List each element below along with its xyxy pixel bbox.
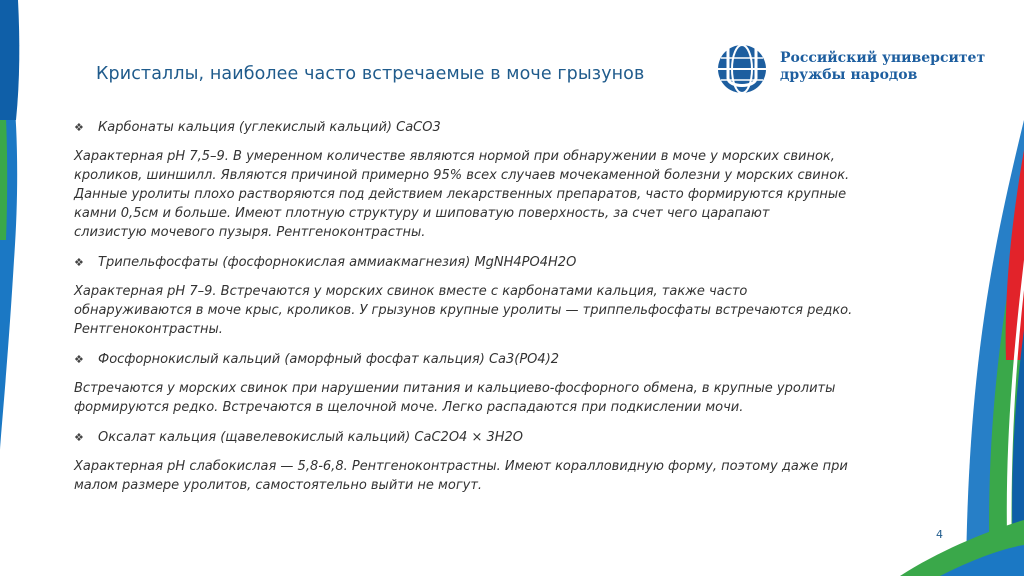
globe-icon <box>718 45 766 93</box>
diamond-bullet-icon: ❖ <box>74 256 84 269</box>
left-ribbon-blue-dark <box>0 0 19 120</box>
paragraph-line: слизистую мочевого пузыря. Рентгеноконтрастны. <box>74 225 426 240</box>
section-heading <box>74 253 924 272</box>
section-paragraph <box>74 282 924 339</box>
university-name-line2: дружбы народов <box>780 67 918 83</box>
section-heading-text: Карбонаты кальция (углекислый кальций) CaCO3 <box>98 120 441 135</box>
university-name-line1: Российский университет <box>780 50 986 66</box>
slide-content <box>74 118 924 506</box>
section-paragraph <box>74 379 924 417</box>
section-paragraph <box>74 147 924 242</box>
paragraph-line: Встречаются у морских свинок при нарушении питания и кальциево-фосфорного обмена, в крупные уролиты <box>74 381 836 396</box>
section-heading <box>74 428 924 447</box>
diamond-bullet-icon: ❖ <box>74 431 84 444</box>
paragraph-line: обнаруживаются в моче крыс, кроликов. У грызунов крупные уролиты — триппельфосфаты встречаются редко. <box>74 303 853 318</box>
section-heading-text: Фосфорнокислый кальций (аморфный фосфат кальция) Ca3(PO4)2 <box>98 352 560 367</box>
diamond-bullet-icon: ❖ <box>74 353 84 366</box>
paragraph-line: Характерная pH слабокислая — 5,8-6,8. Рентгеноконтрастны. Имеют коралловидную форму, поэтому даже при <box>74 459 848 474</box>
paragraph-line: Характерная pH 7–9. Встречаются у морских свинок вместе с карбонатами кальция, также часто <box>74 284 748 299</box>
paragraph-line: малом размере уролитов, самостоятельно выйти не могут. <box>74 478 483 493</box>
paragraph-line: формируются редко. Встречаются в щелочной моче. Легко распадаются при подкислении мочи. <box>74 400 744 415</box>
diamond-bullet-icon: ❖ <box>74 121 84 134</box>
university-name <box>780 50 985 84</box>
slide-title: Кристаллы, наиболее часто встречаемые в моче грызунов <box>96 64 645 84</box>
section-heading-text: Трипельфосфаты (фосфорнокислая аммиакмагнезия) MgNH4PO4H2O <box>98 255 577 270</box>
section-paragraph <box>74 457 924 495</box>
section-heading <box>74 118 924 137</box>
section-heading <box>74 350 924 369</box>
paragraph-line: Рентгеноконтрастны. <box>74 322 223 337</box>
section-heading-text: Оксалат кальция (щавелевокислый кальций) CaC2O4 × 3H2O <box>98 430 524 445</box>
paragraph-line: кроликов, шиншилл. Являются причиной примерно 95% всех случаев мочекаменной болезни у морских свинок. <box>74 168 850 183</box>
page-number: 4 <box>936 528 943 541</box>
paragraph-line: Данные уролиты плохо растворяются под действием лекарственных препаратов, часто формируются крупные <box>74 187 847 202</box>
paragraph-line: Характерная pH 7,5–9. В умеренном количестве являются нормой при обнаружении в моче у морских свинок, <box>74 149 835 164</box>
paragraph-line: камни 0,5см и больше. Имеют плотную структуру и шиповатую поверхность, за счет чего царапают <box>74 206 770 221</box>
